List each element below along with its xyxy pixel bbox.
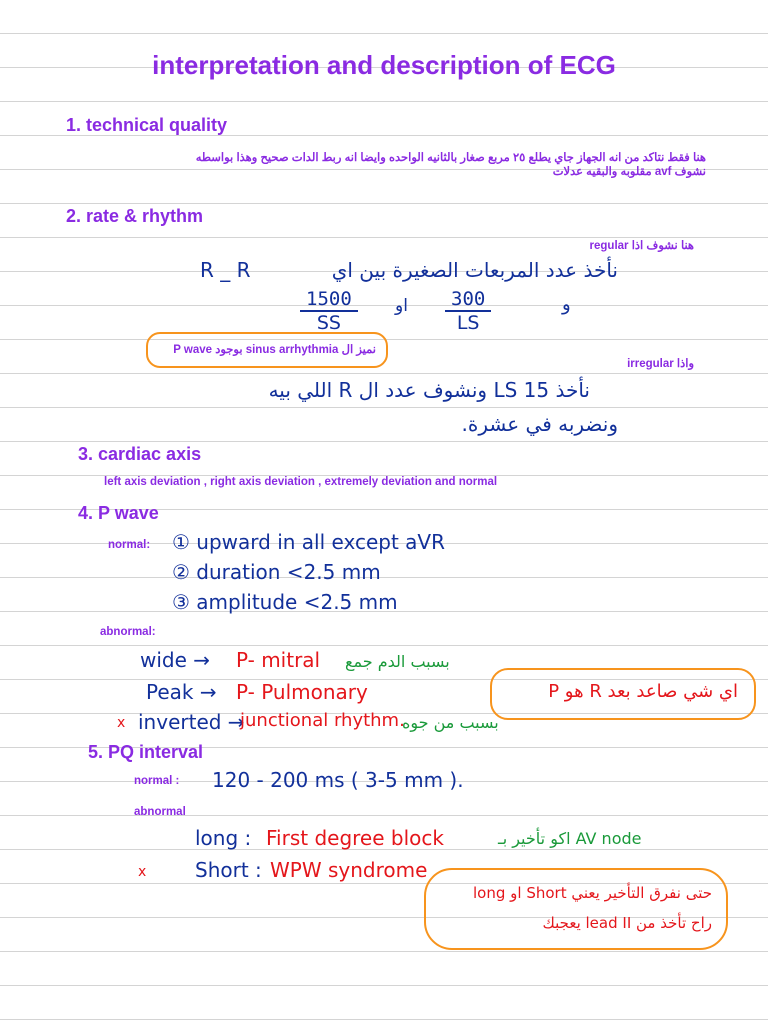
or-word: او <box>395 296 408 316</box>
first-degree-block-label: First degree block <box>266 826 444 850</box>
rr-interval-handwriting: R _ R <box>200 258 251 282</box>
technical-quality-arabic-line1: هنا فقط نتاكد من انه الجهاز جاي يطلع ٢٥ مربع صغار بالثانيه الواحده وايضا انه ربط الدات صحيح وهذا بواسطه <box>195 152 706 164</box>
short-x-mark: x <box>138 864 147 880</box>
regular-label: هنا نشوف اذا regular <box>589 240 694 252</box>
section-pq-interval-heading: 5. PQ interval <box>88 742 204 762</box>
fraction-300-denominator: LS <box>456 312 480 334</box>
pq-long: long : <box>195 826 252 850</box>
p-wave-normal-label: normal: <box>108 539 151 551</box>
pq-abnormal-label: abnormal <box>134 806 186 818</box>
p-wave-abnormal-label: abnormal: <box>100 626 156 638</box>
irregular-handwriting-line2: ونضربه في عشرة. <box>461 412 618 436</box>
fraction-1500-ss <box>300 288 358 334</box>
p-wave-inverted: inverted → <box>138 710 245 734</box>
sinus-arrhythmia-note: نميز ال sinus arrhythmia بوجود P wave <box>173 344 376 356</box>
irregular-label: واذا irregular <box>627 358 694 370</box>
p-wave-wide: wide → <box>140 648 211 672</box>
fraction-1500-denominator: SS <box>316 312 341 334</box>
section-technical-quality-heading: 1. technical quality <box>66 115 228 135</box>
p-mitral-label: P- mitral <box>236 648 321 672</box>
inverted-x-mark: x <box>117 715 126 731</box>
p-mitral-arabic-note: بسبب الدم جمع <box>345 652 450 671</box>
p-wave-normal-item-2: ② duration <2.5 mm <box>172 560 381 584</box>
p-after-r-note: اي شي صاعد بعد R هو P <box>548 681 738 702</box>
p-pulmonary-label: P- Pulmonary <box>236 680 368 704</box>
junctional-rhythm-label: junctional rhythm. <box>240 710 405 731</box>
page-title: interpretation and description of ECG <box>152 50 616 80</box>
p-wave-normal-item-3: ③ amplitude <2.5 mm <box>172 590 398 614</box>
and-word: و <box>562 294 571 315</box>
pq-normal-value: 120 - 200 ms ( 3-5 mm ). <box>212 768 464 792</box>
p-after-r-note-box <box>490 668 756 720</box>
av-node-delay-note: اكو تأخير بـ AV node <box>498 829 642 848</box>
fraction-300-ls <box>445 288 491 334</box>
sinus-arrhythmia-note-box <box>146 332 388 368</box>
fraction-300-numerator: 300 <box>445 288 491 312</box>
rr-arabic-handwriting: نأخذ عدد المربعات الصغيرة بين اي <box>331 258 618 282</box>
cardiac-axis-text: left axis deviation , right axis deviation , extremely deviation and normal <box>104 476 498 488</box>
section-cardiac-axis-heading: 3. cardiac axis <box>78 444 202 464</box>
lead-ii-note-box <box>424 868 728 950</box>
wpw-syndrome-label: WPW syndrome <box>270 858 428 882</box>
junctional-arabic-note: بسبب من جوه <box>402 713 499 732</box>
irregular-handwriting-line1: نأخذ 15 LS ونشوف عدد ال R اللي بيه <box>268 378 590 402</box>
pq-short: Short : <box>195 858 262 882</box>
p-wave-peak: Peak → <box>146 680 217 704</box>
section-rate-rhythm-heading: 2. rate & rhythm <box>66 206 204 226</box>
technical-quality-arabic-line2: نشوف avf مقلوبه والبقيه عدلات <box>552 166 706 178</box>
lead-ii-note-line1: حتى نفرق التأخير يعني Short او long <box>473 884 712 902</box>
lead-ii-note-line2: راح تأخذ من lead II يعجبك <box>542 914 712 932</box>
fraction-1500-numerator: 1500 <box>300 288 358 312</box>
pq-normal-label: normal : <box>134 775 180 787</box>
section-p-wave-heading: 4. P wave <box>78 503 159 523</box>
p-wave-normal-item-1: ① upward in all except aVR <box>172 530 445 554</box>
